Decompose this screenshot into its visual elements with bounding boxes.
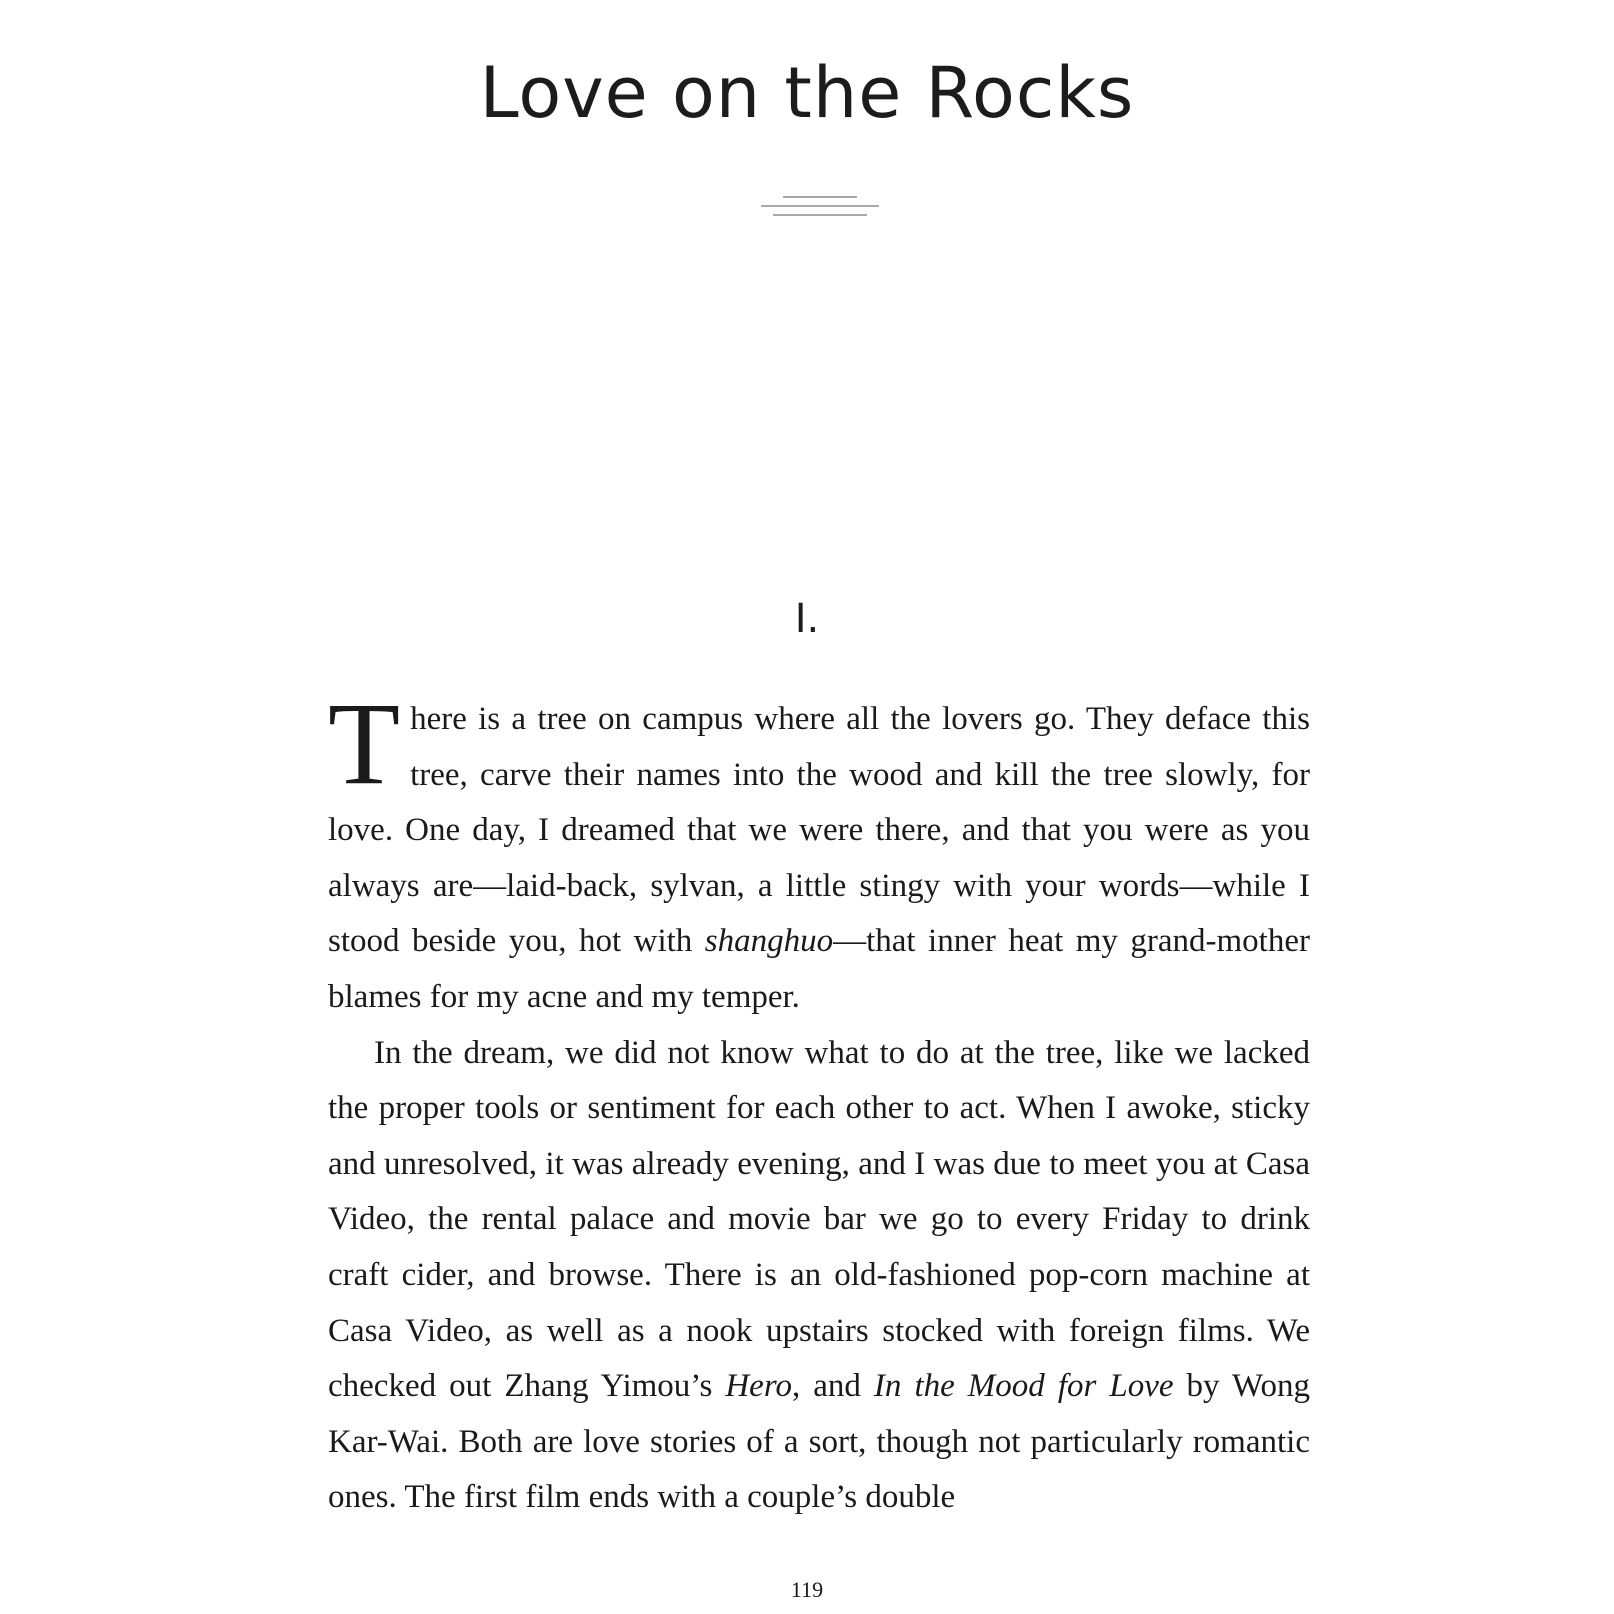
section-number: I.	[794, 596, 820, 642]
body-text	[328, 678, 1310, 1526]
title-ornament	[761, 196, 879, 218]
ornament-rule-top	[783, 196, 857, 198]
paragraph-1-text-a: here is a tree on campus where all the lovers go. They deface this tree, carve their names into the wood and kill the tree slowly, for love. One day, I dreamed that we were there, and that you were as you always are—laid-back, sylvan, a little stingy with your words—while I stood beside you, hot with	[328, 701, 1310, 960]
paragraph-2-text-a: In the dream, we did not know what to do at the tree, like we lacked the proper tools or sentiment for each other to act. When I awoke, sticky and unresolved, it was already evening, and I was due to meet you at Casa Video, the rental palace and movie bar we go to every Friday to drink craft cider, and browse. There is an old-fashioned pop-corn machine at Casa Video, as well as a nook upstairs stocked with foreign films. We checked out Zhang Yimou’s	[328, 1034, 1310, 1405]
page-number: 119	[790, 1577, 824, 1602]
paragraph-2-text-c: by Wong Kar-Wai. Both are love stories of a sort, though not particularly romantic ones. The first film ends with a couple’s double	[328, 1368, 1310, 1516]
chapter-title: Love on the Rocks	[479, 52, 1135, 134]
ornament-rule-bottom	[773, 214, 867, 216]
italic-film-mood-for-love: In the Mood for Love	[873, 1368, 1174, 1405]
paragraph-2-text-b: , and	[791, 1368, 874, 1405]
paragraph-1	[328, 678, 1310, 1026]
italic-film-hero: Hero	[725, 1368, 792, 1405]
italic-term-shanghuo: shanghuo	[704, 923, 834, 960]
ornament-rule-middle	[761, 205, 879, 207]
drop-cap: T	[328, 678, 401, 809]
paragraph-1-text-b: —that inner heat my grand-mother blames for my acne and my temper.	[328, 923, 1310, 1015]
paragraph-2	[328, 1026, 1310, 1526]
